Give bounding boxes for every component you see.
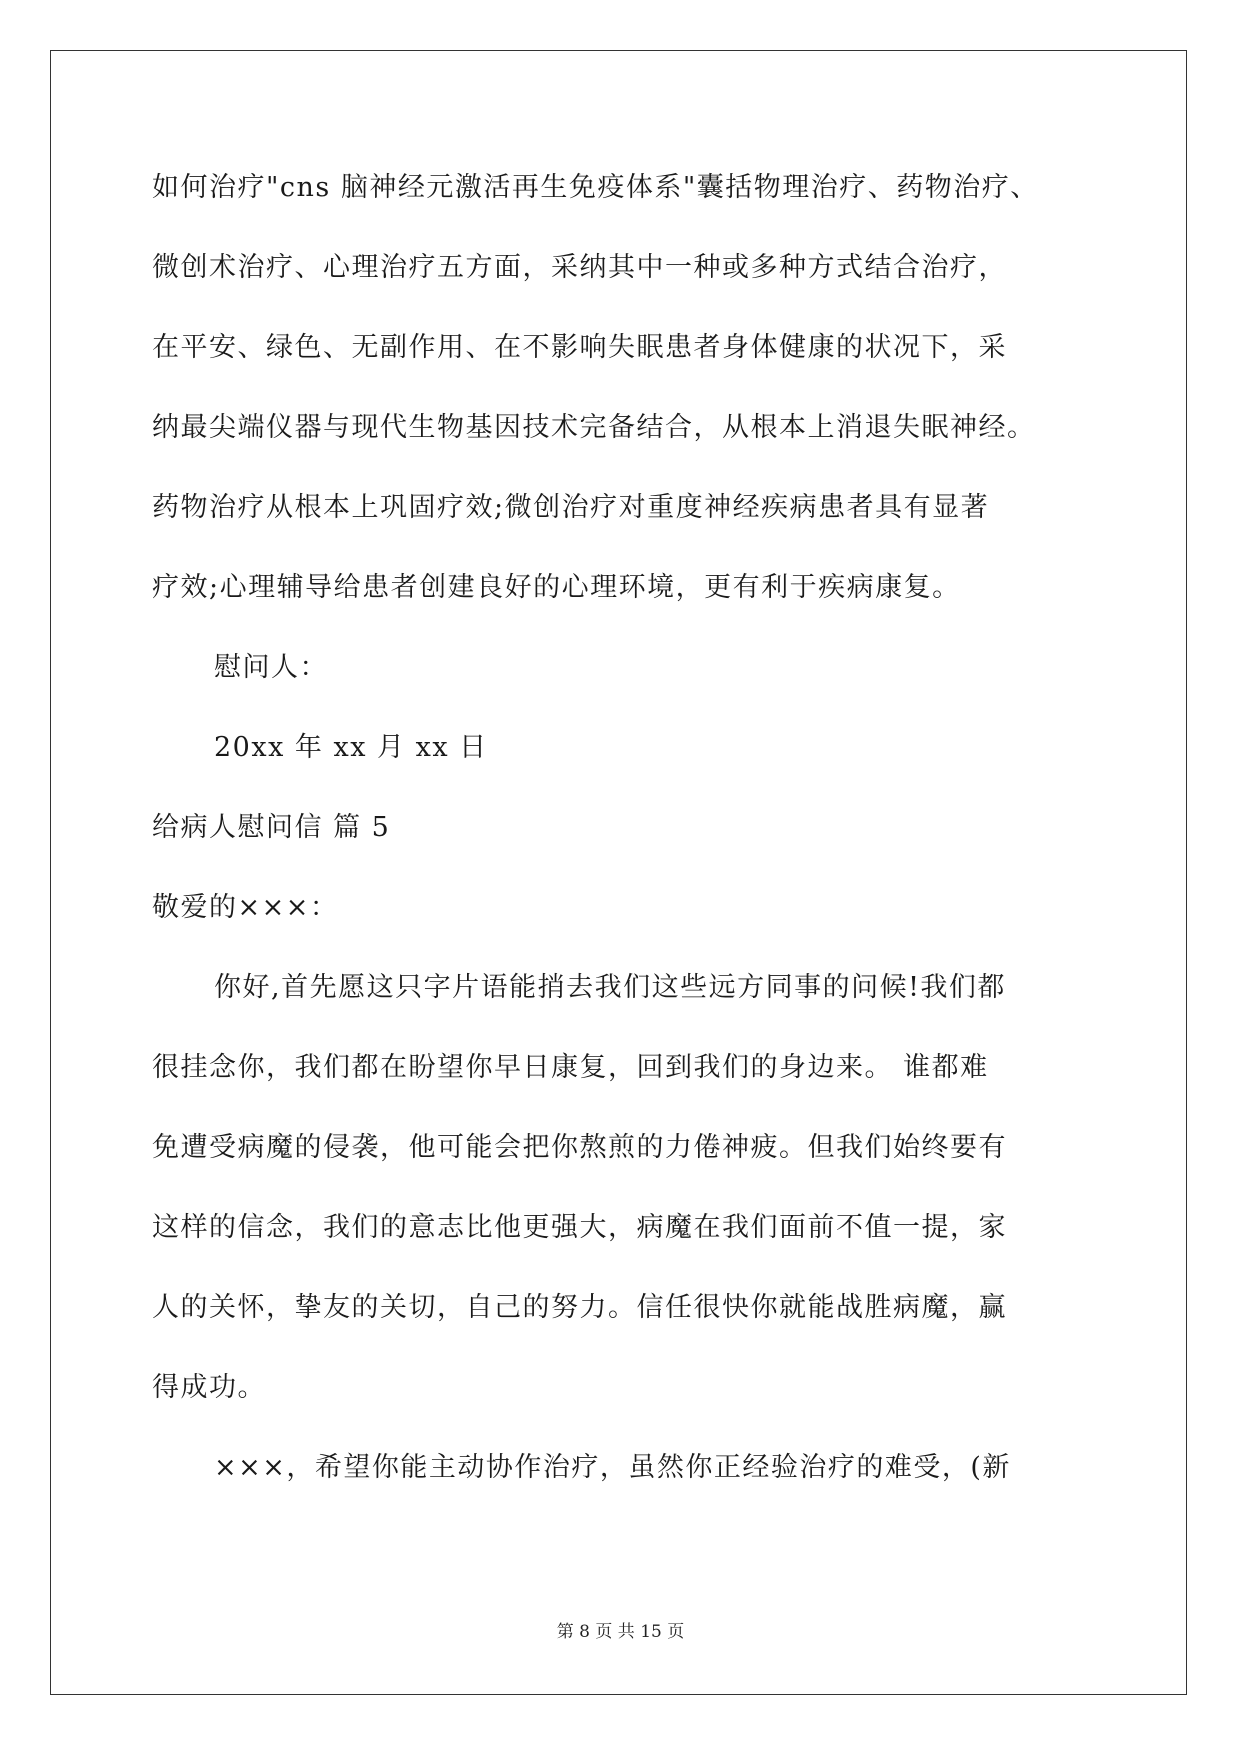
paragraph-line: 得成功。 [152, 1372, 266, 1403]
paragraph-line: 在平安、绿色、无副作用、在不影响失眠患者身体健康的状况下，采 [152, 332, 1007, 363]
paragraph-line: 人的关怀，挚友的关切，自己的努力。信任很快你就能战胜病魔，赢 [152, 1292, 1007, 1323]
page-number: 第 8 页 共 15 页 [556, 1622, 685, 1642]
salutation: 敬爱的×××： [152, 892, 339, 923]
paragraph-line: 这样的信念，我们的意志比他更强大，病魔在我们面前不值一提，家 [152, 1212, 1007, 1243]
paragraph-line: 免遭受病魔的侵袭，他可能会把你熬煎的力倦神疲。但我们始终要有 [152, 1132, 1007, 1163]
paragraph-line: 如何治疗"cns 脑神经元激活再生免疫体系"囊括物理治疗、药物治疗、 [152, 172, 1039, 203]
paragraph-line: 疗效;心理辅导给患者创建良好的心理环境，更有利于疾病康复。 [152, 572, 961, 603]
paragraph-line: 纳最尖端仪器与现代生物基因技术完备结合，从根本上消退失眠神经。 [152, 412, 1036, 443]
paragraph-line: ×××，希望你能主动协作治疗，虽然你正经验治疗的难受，(新 [214, 1452, 1011, 1483]
paragraph-line: 很挂念你，我们都在盼望你早日康复，回到我们的身边来。 谁都难 [152, 1052, 989, 1083]
paragraph-line: 你好,首先愿这只字片语能捎去我们这些远方同事的问候!我们都 [214, 972, 1006, 1003]
paragraph-line: 药物治疗从根本上巩固疗效;微创治疗对重度神经疾病患者具有显著 [152, 492, 990, 523]
date-line: 20xx 年 xx 月 xx 日 [214, 732, 488, 763]
paragraph-line: 微创术治疗、心理治疗五方面，采纳其中一种或多种方式结合治疗， [152, 252, 1007, 283]
section-heading: 给病人慰问信 篇 5 [152, 812, 391, 843]
signature-label: 慰问人： [214, 652, 328, 683]
